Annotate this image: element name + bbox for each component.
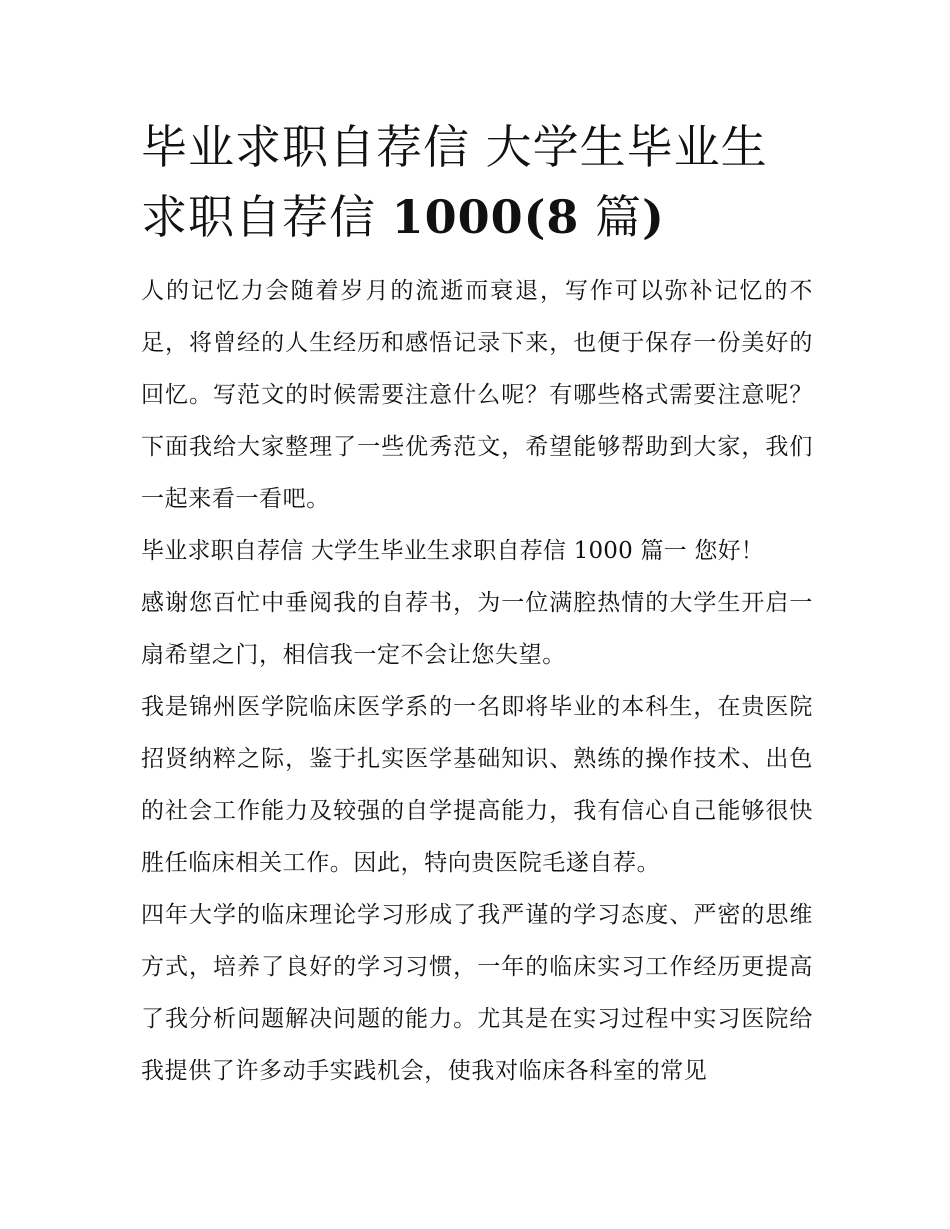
- body-paragraph-3: 四年大学的临床理论学习形成了我严谨的学习态度、严密的思维方式，培养了良好的学习习惯，一年的临床实习工作经历更提高了我分析问题解决问题的能力。尤其是在实习过程中实习医院给我提供了许多动手实践机会，使我对临床各科室的常见: [141, 902, 813, 1084]
- title-line-2-prefix: 求职自荐信: [141, 190, 392, 244]
- body-paragraph-2: 我是锦州医学院临床医学系的一名即将毕业的本科生，在贵医院招贤纳粹之际，鉴于扎实医学基础知识、熟练的操作技术、出色的社会工作能力及较强的自学提高能力，我有信心自己能够很快胜任临床相关工作。因此，特向贵医院毛遂自荐。: [141, 694, 813, 876]
- title-line-1: 毕业求职自荐信 大学生毕业生: [141, 120, 768, 174]
- letter-heading: 毕业求职自荐信 大学生毕业生求职自荐信 1000 篇一 您好！: [141, 538, 764, 564]
- body-paragraph-1: 感谢您百忙中垂阅我的自荐书，为一位满腔热情的大学生开启一扇希望之门，相信我一定不会让您失望。: [141, 590, 813, 668]
- title-line-2-end: ): [642, 190, 665, 244]
- title-line-2-number: 1000(8: [391, 190, 580, 244]
- intro-paragraph: 人的记忆力会随着岁月的流逝而衰退，写作可以弥补记忆的不足，将曾经的人生经历和感悟记录下来，也便于保存一份美好的回忆。写范文的时候需要注意什么呢？有哪些格式需要注意呢？下面我给大家整理了一些优秀范文，希望能够帮助到大家，我们一起来看一看吧。: [141, 278, 813, 512]
- document-title: [141, 112, 813, 252]
- document-content: [141, 112, 813, 1097]
- title-line-2-mid: 篇: [579, 190, 643, 244]
